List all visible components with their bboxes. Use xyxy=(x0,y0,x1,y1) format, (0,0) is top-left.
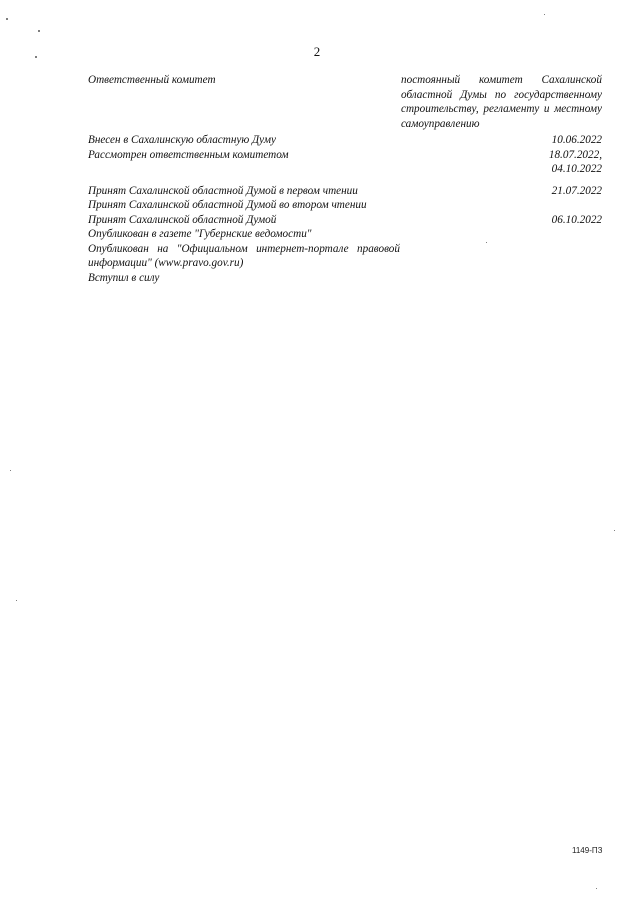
info-row-second-reading xyxy=(88,198,602,213)
row-date: 10.06.2022 xyxy=(551,134,602,146)
row-value: постоянный комитет Сахалинской областной Думы по государственному строительству, регламенту и местному самоуправлению xyxy=(401,74,602,130)
scan-speck xyxy=(614,530,615,531)
row-date: 06.10.2022 xyxy=(551,213,602,226)
info-row-reviewed xyxy=(88,148,602,177)
row-date: 18.07.2022, xyxy=(548,148,602,161)
row-label: Ответственный комитет xyxy=(88,74,216,86)
info-row-first-reading xyxy=(88,184,602,199)
row-label: Принят Сахалинской областной Думой xyxy=(88,213,277,226)
row-dates xyxy=(549,148,602,177)
scan-speck xyxy=(10,470,11,471)
row-label: Принят Сахалинской областной Думой во втором чтении xyxy=(88,199,367,211)
info-row-published-gazette xyxy=(88,227,602,242)
info-row-in-force xyxy=(88,271,602,286)
scan-speck xyxy=(16,600,17,601)
scan-speck xyxy=(544,14,545,15)
document-info-table xyxy=(88,73,602,285)
row-date: 21.07.2022 xyxy=(551,184,602,197)
row-label: Рассмотрен ответственным комитетом xyxy=(88,148,289,161)
row-label: Принят Сахалинской областной Думой в первом чтении xyxy=(88,184,358,197)
row-label: Вступил в силу xyxy=(88,271,160,284)
info-row-submitted xyxy=(88,133,602,148)
info-row-responsible-committee xyxy=(88,73,602,131)
row-label: Внесен в Сахалинскую областную Думу xyxy=(88,134,276,146)
page-number: 2 xyxy=(313,44,321,59)
row-label: Опубликован в газете "Губернские ведомости" xyxy=(88,228,312,240)
row-date: 04.10.2022 xyxy=(551,163,602,175)
scan-speck xyxy=(6,18,8,20)
document-code: 1149-ПЗ xyxy=(572,846,603,855)
info-row-adopted xyxy=(88,213,602,228)
row-label: Опубликован на "Официальном интернет-портале правовой информации" (www.pravo.gov.ru) xyxy=(88,242,400,269)
info-row-published-portal xyxy=(88,242,602,271)
scan-speck xyxy=(38,30,40,32)
scan-speck xyxy=(596,888,597,889)
